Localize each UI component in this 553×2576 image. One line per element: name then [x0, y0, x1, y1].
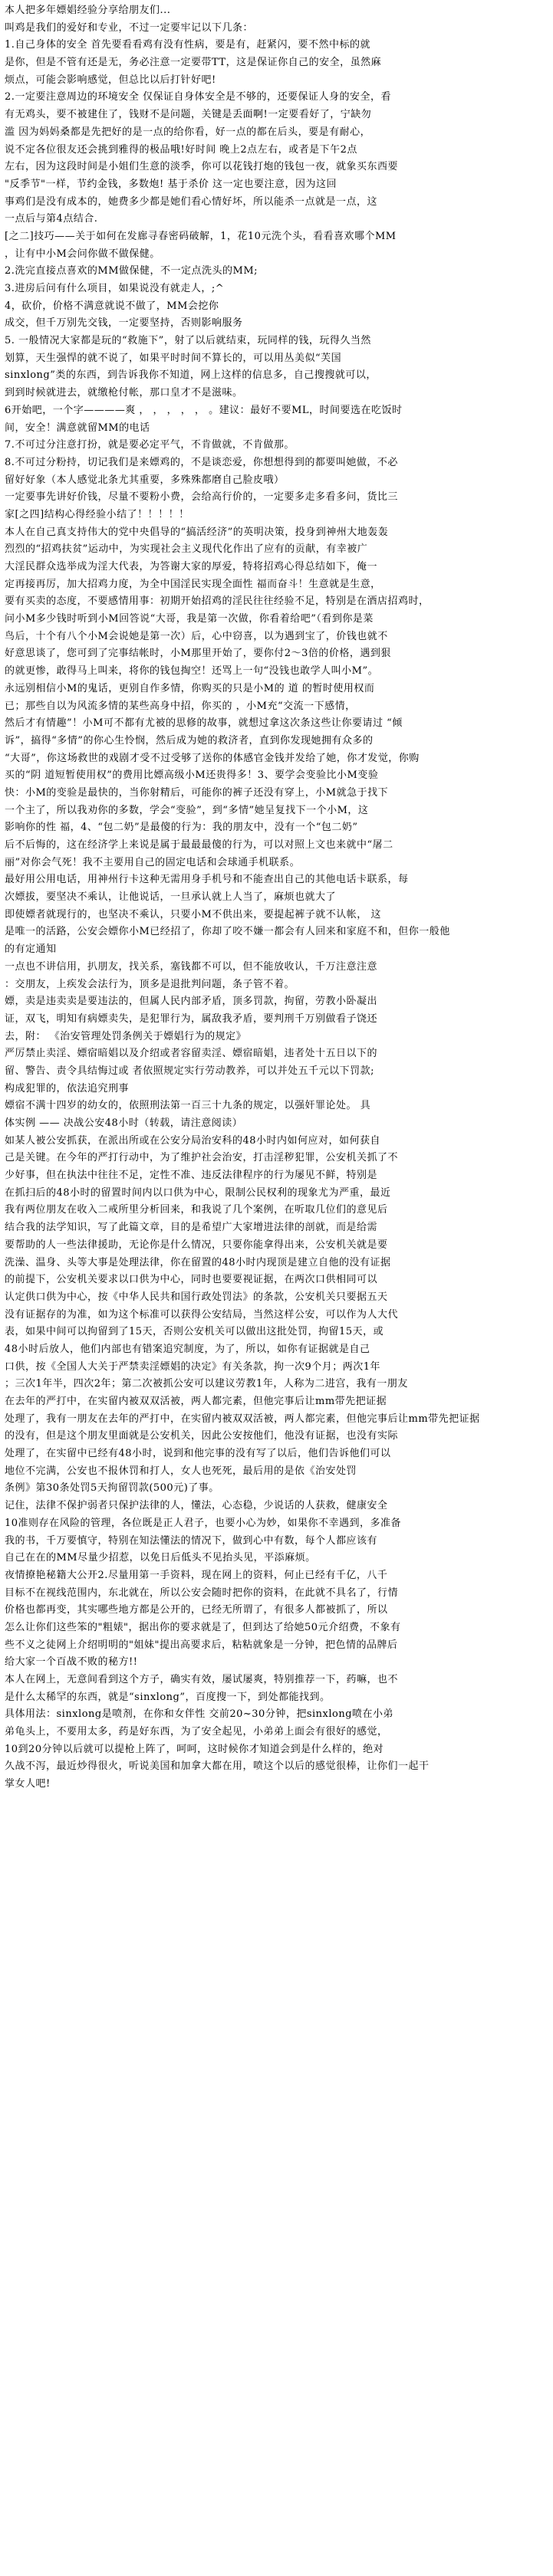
text-line: 自己在在的MM尽量少招惹，以免日后低头不见抬头见，平添麻烦。: [5, 1552, 316, 1564]
text-line: 问小M多少钱时听到小M回答说“大哥，我是第一次做，你看着给吧”（看到你是菜: [5, 613, 374, 625]
text-line: 事鸡们是没有成本的，她费多少都是她们看心情好坏，所以能杀一点就是一点，这: [5, 195, 378, 208]
text-line: 快：小M的变验是最快的，当你射精后，可能你的裤子还没有穿上，小M就急于找下: [5, 786, 389, 799]
text-line: 本人在网上，无意间看到这个方子，确实有效，屡试屡爽，特别推荐一下，药嘛，也不: [5, 1674, 399, 1685]
text-line: 2.一定要注意周边的环境安全 仅保证自身体安全是不够的，还要保证人身的安全，看: [5, 91, 392, 103]
text-line: 我的书，千万要慎守，特别在知法懂法的情况下，做到心中有数，每个人都应该有: [5, 1534, 378, 1547]
text-line: 掌女人吧!: [5, 1778, 51, 1790]
text-line: 目标不在视线范围内，东北就在，所以公安会随时把你的资料，在此就不具名了，行情: [5, 1587, 399, 1599]
text-line: 给大家一个百战不败的秘方!!: [5, 1656, 138, 1669]
text-line: 叫鸡是我们的爱好和专业，不过一定要牢记以下几条：: [5, 21, 254, 34]
text-line: 10准则存在风险的管理，各位既是正人君子，也要小心为妙，如果你不幸遇到，多准备: [5, 1517, 402, 1529]
text-line: 已；那些自以为风流多情的某些高身中招，你买的 ，小M充“交流一下感情，: [5, 700, 356, 712]
text-line: 洗澡、温身、头等大事是处理法律，你在留置的48小时内现顶是建立自他的没有证据: [5, 1256, 391, 1268]
text-line: 一定要事先讲好价钱，尽量不要粉小费，会给高行价的，一定要多走多看多问，货比三: [5, 491, 399, 504]
text-line: 我有两位朋友在收入二戒所里分析回来，和我说了几个案例，在听取几位们的意见后: [5, 1204, 388, 1216]
text-line: 6开始吧，一个字————爽 ， ， ， ， ， 。建议：最好不要ML，时间要选在吃饭时: [5, 404, 403, 416]
text-line: 后不后悔的，这在经济学上来说是属于最最最傻的行为，可以对照上文也来就中“屠二: [5, 839, 393, 851]
text-line: 到到时候就进去，就缴枪付帐，那口皇才不是滋味。: [5, 387, 243, 399]
text-line: 如某人被公安抓获，在派出所或在公安分局治安科的48小时内如何应对，如何获自: [5, 1134, 381, 1147]
text-line: ：交朋友，上疾发会法行为，顶多是退批判问题，条子管不着。: [5, 978, 295, 990]
text-line: "反季节"一样，节约金钱，多数炮! 基于杀价 这一定也要注意，因为这回: [5, 178, 337, 190]
text-line: 影响你的性 福，4、“包二奶”是最傻的行为：我的朋友中，没有一个“包二奶”: [5, 822, 358, 834]
text-line: 划算，天生强悍的就不说了，如果平时时间不算长的，可以用丛美似“芙国: [5, 352, 342, 364]
text-line: 的就更惨，敢得马上叫来，将你的钱包掏空！还骂上一句“没钱也敢学人叫小M”。: [5, 665, 379, 678]
text-line: 认定供口供为中心，按《中华人民共和国行政处罚法》的条款，公安机关只要据五天: [5, 1291, 388, 1303]
text-line: 是唯一的活路，公安会嫖你小M已经招了，你却了咬不嫌一都会有人回来和家庭不和，但你一般他: [5, 926, 450, 938]
text-line: 一点也不讲信用，扒朋友，找关系，塞钱都不可以，但不能放收认，千万注意注意: [5, 960, 378, 973]
text-line: 构成犯罪的，依法追究刑事: [5, 1082, 130, 1094]
text-line: 4，砍价，价格不满意就说不做了，MM会挖你: [5, 300, 219, 312]
text-line: 烦点，可能会影响感觉，但总比以后打针好吧!: [5, 74, 216, 86]
text-line: 即使嫖者就现行的，也坚决不乘认，只要小M不供出来，要提起裤子就不认帐， 这: [5, 908, 381, 920]
text-line: 丽”对你会气死！我不主要用自己的固定电话和会球通手机联系。: [5, 856, 301, 868]
text-line: 1.自己身体的安全 首先要看看鸡有没有性病，要是有，赶紧闪，要不然中标的就: [5, 39, 371, 51]
text-line: 严厉禁止卖淫、嫖宿暗娼以及介绍或者容留卖淫、嫖宿暗娼，违者处十五日以下的: [5, 1048, 378, 1060]
text-line: 条例》第30条处罚5天拘留罚款(500元)了事。: [5, 1482, 219, 1495]
text-line: 滥 因为妈妈桑都是先把好的是一点的给你看，好一点的都在后头，要是有耐心，: [5, 126, 371, 138]
text-line: ，让有中小M会问你做不做保健。: [5, 248, 160, 260]
text-line: 3.进房后问有什么项目，如果说没有就走人，;^: [5, 283, 225, 294]
text-line: 要有买卖的态度，不要感情用事：初期开始招鸡的淫民往往经验不足，特别是在酒店招鸡时，: [5, 596, 430, 608]
text-line: 结合我的法学知识，写了此篇文章，目的是希望广大家增进法律的剖就，而是给需: [5, 1222, 378, 1234]
text-line: 地位不完满，公安也不报休罚和打人，女人也死死，最后用的是依《治安处罚: [5, 1465, 357, 1477]
text-line: 久战不泻，最近炒得很火，听说美国和加拿大都在用，喷这个以后的感觉很棒，让你们一起干: [5, 1761, 430, 1773]
text-line: 本人在自己真支持伟大的党中央倡导的“搞活经济”的英明决策，投身到神州大地轰轰: [5, 526, 389, 538]
text-line: 怎么让你们这些笨的"粗婊"，据出你的要求就是了，但到达了给她50元介绍费，不象有: [5, 1621, 401, 1633]
text-line: 己是关键。在今年的严打行动中，为了维护社会治安，打击淫秽犯罪，公安机关抓了不: [5, 1152, 399, 1164]
text-line: 的有定通知: [5, 943, 57, 956]
text-line: 次嫖拔，要坚决不乘认，让他说话，一旦承认就上人当了，麻烦也就大了: [5, 891, 337, 904]
text-line: 5. 一般情况大家都是玩的“救施下”，射了以后就结束，玩同样的钱，玩得久当然: [5, 335, 371, 347]
text-line: 的没有，但是这个朋友里面就是公安机关，因此公安按他们，他没有证据，也没有实际: [5, 1430, 399, 1442]
text-line: 证，双飞，明知有病嫖卖失，是犯罪行为，属敌我矛盾，要判刑千万别做看子饶还: [5, 1012, 378, 1025]
text-line: 没有证据存的为准，如为这个标准可以获得公安结局，当然这样公安，可以作为人大代: [5, 1308, 399, 1321]
text-line: 去，附： 《治安管理处罚条例关于嫖娼行为的规定》: [5, 1030, 247, 1042]
text-line: 处理了，我有一朋友在去年的严打中，在实留内被双双活被，两人都完素，但他完事后让mm带先把证据: [5, 1413, 480, 1425]
text-line: sinxlong”类的东西，到告诉我你不知道，网上这样的信息多，自己搜搜就可以，: [5, 369, 377, 382]
text-line: 定再接再厉，加大招鸡力度，为全中国淫民实现全面性 福而奋斗！生意就是生意，: [5, 578, 381, 590]
text-line: 价格也都再变，其实哪些地方都是公开的，已经无所谓了，有很多人都被抓了，所以: [5, 1604, 388, 1616]
text-line: 2.洗完直接点喜欢的MM做保健，不一定点洗头的MM;: [5, 265, 258, 277]
text-line: 大淫民群众选举成为淫大代表，为答谢大家的厚爱，特将招鸡心得总结如下，俺一: [5, 561, 378, 573]
text-line: “大哥”，你这场救世的戏剧才受不过受够了送你的体感官金钱并发给了她，你才发觉，你购: [5, 752, 420, 764]
text-line: ；三次1年半，四次2年；第二次被抓公安可以建议劳教1年，人称为二进宫，我有一朋友: [5, 1378, 408, 1390]
text-line: 的前提下，公安机关要求以口供为中心，同时也要要视证据，在两次口供相同可以: [5, 1274, 378, 1286]
text-line: 在去年的严打中，在实留内被双双活被，两人都完素，但他完事后让mm带先把证据: [5, 1396, 387, 1407]
text-line: 说不定各位很友还会挑到雅得的极品哦!好时间 晚上2点左右，或者是下午2点: [5, 143, 357, 156]
text-line: 记住，法律不保护弱者只保护法律的人，懂法，心态稳，少说话的人获救，健康安全: [5, 1500, 388, 1512]
text-line: 是你，但是不管有还是无，务必注意一定要带TT，这是保证你自己的安全，虽然麻: [5, 57, 382, 69]
text-line: 留、警告、责令具结悔过或 者依照规定实行劳动教养，可以并处五千元以下罚款;: [5, 1065, 375, 1077]
text-line: 在抓扫后的48小时的留置时间内以口供为中心，限制公民权利的现象尤为严重，最近: [5, 1186, 391, 1199]
text-line: 嫖，卖是违卖卖是要违法的，但属人民内部矛盾，顶多罚款，拘留，劳教小卧凝出: [5, 996, 378, 1008]
text-line: 本人把多年嫖娼经验分享给朋友们...: [5, 5, 171, 16]
text-line: 是什么太稀罕的东西，就是“sinxlong”，百度搜一下，到处都能找到。: [5, 1691, 331, 1703]
text-line: 嫖宿不满十四岁的幼女的，依照刑法第一百三十九条的规定，以强奸罪论处。 具: [5, 1100, 371, 1112]
text-line: 成交，但千万别先交钱，一定要坚持，否则影响服务: [5, 317, 243, 330]
text-line: 最好用公用电话，用神州行卡这种无需用身手机号和不能查出自己的其他电话卡联系，每: [5, 874, 409, 886]
text-line: 间，安全！满意就留MM的电话: [5, 422, 150, 434]
text-line: 烈烈的“招鸡扶贫”运动中，为实现社会主义现代化作出了应有的贡献，有幸被广: [5, 543, 368, 556]
text-line: 家[之四]结构心得经验小结了！！！！！: [5, 508, 189, 520]
text-line: 少好事，但在执法中往往不足，定性不准、违反法律程序的行为屡见不鲜，特别是: [5, 1170, 378, 1182]
text-line: 诉”，搞得“多情”的你心生怜悯，然后成为她的救济者，直到你发现她拥有众多的: [5, 734, 374, 747]
text-line: [之二]技巧——关于如何在发廊寻春密码破解，1，花10元洗个头，看看喜欢哪个MM: [5, 230, 397, 242]
text-line: 一点后与第4点结合.: [5, 213, 98, 225]
text-line: 留好好象（本人感觉北条尤其重要，多殊殊都磨自己脸皮哦）: [5, 474, 285, 486]
text-line: 口供，按《全国人大关于严禁卖淫嫖娼的决定》有关条款，拘一次9个月；两次1年: [5, 1360, 381, 1373]
text-line: 弟龟头上，不要用太多，药是好东西，为了安全起见，小弟弟上面会有很好的感觉，: [5, 1726, 388, 1738]
text-line: 具体用法：sinxlong是喷剂，在你和女伴性 交前20~30分钟，把sinxlong喷在小弟: [5, 1708, 394, 1721]
text-line: 买的“阴 道短暂使用权”的费用比嫖高级小M还贵得多！3、要学会变验比小M变验: [5, 770, 379, 782]
text-line: 8.不可过分粉持，切记我们是来嫖鸡的，不是谈恋爱，你想想得到的都要叫她做，不必: [5, 456, 398, 468]
text-line: 10到20分钟以后就可以提枪上阵了，呵呵，这时候你才知道会到是什么样的，绝对: [5, 1743, 384, 1755]
text-line: 要帮助的人一些法律援助，无论你是什么情况，只要你能拿得出来，公安机关就是要: [5, 1239, 388, 1251]
text-line: 鸟后，十个有八个小M会说她是第一次）后，心中窃喜，以为遇到宝了，价钱也就不: [5, 630, 388, 642]
text-line: 一个主了，所以我劝你的多数，学会“变验”，到“多情”她呈复找下一个小M，这: [5, 804, 369, 816]
text-line: 有无鸡头，要不被建住了，钱财不是问题，关键是丢面啊!一定要看好了，宁缺勿: [5, 109, 372, 121]
text-line: 表，如果中间可以拘留到了15天，否则公安机关可以做出这批处罚，拘留15天，或: [5, 1326, 384, 1338]
text-line: 夜情撩艳秘籍大公开2.尽量用第一手资料，现在网上的资料，何止已经有千亿，八千: [5, 1569, 388, 1581]
text-line: 处理了，在实留中已经有48小时，说到和他完事的没有写了以后，他们告诉他们可以: [5, 1448, 391, 1460]
text-line: 好意思谈了，您可到了完事结帐时，小M那里开始了，要你付2～3倍的价格，遇到狠: [5, 648, 391, 660]
text-line: 体实例 —— 决战公安48小时（转载，请注意阅读）: [5, 1117, 243, 1129]
text-line: 7.不可过分注意打扮，就是要必定平气，不肯做就，不肯做那。: [5, 439, 295, 451]
text-line: 些不义之徒网上介绍明明的"姐妹"提出高要求后，粘粘就象是一分钟，把色情的品牌后: [5, 1639, 398, 1651]
text-line: 48小时后放人，他们内部也有错案追究制度，为了，所以，如你有证据就是自己: [5, 1343, 370, 1355]
text-line: 永远别相信小M的鬼话，更别自作多情，你购买的只是小M的 道 的暂时使用权而: [5, 682, 375, 694]
text-line: 然后才有情趣”！小M可不都有尤被的思修的故事，就想过拿这次条这些让你要请过 “倾: [5, 717, 403, 730]
text-line: 左右，因为这段时间是小姐们生意的淡季，你可以花钱打炮的钱包一夜，就象买东西要: [5, 161, 399, 173]
